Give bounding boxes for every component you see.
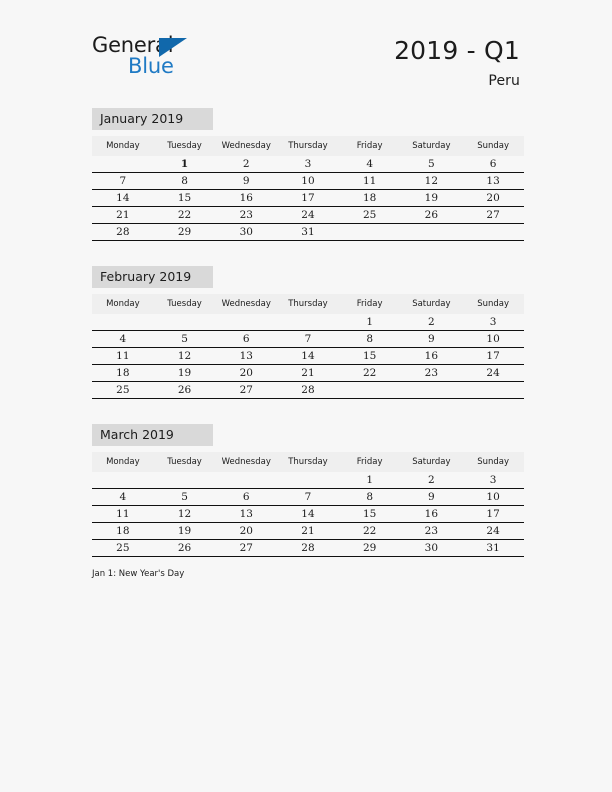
- day-cell[interactable]: 8: [339, 489, 401, 506]
- day-cell[interactable]: 23: [215, 207, 277, 224]
- day-cell-empty: [339, 382, 401, 399]
- day-cell[interactable]: 16: [215, 190, 277, 207]
- holiday-footnotes: [92, 568, 524, 580]
- day-cell-empty: [277, 472, 339, 489]
- title-block: [394, 36, 520, 90]
- weekday-header-wednesday: Wednesday: [215, 136, 277, 156]
- month-grid: [92, 294, 524, 399]
- month-block: [92, 108, 524, 241]
- day-cell[interactable]: 7: [92, 173, 154, 190]
- weekday-header-tuesday: Tuesday: [154, 452, 216, 472]
- week-row: [92, 173, 524, 190]
- general-blue-logo: [92, 33, 272, 83]
- day-cell[interactable]: 1: [339, 472, 401, 489]
- day-cell[interactable]: 19: [154, 523, 216, 540]
- weekday-header-friday: Friday: [339, 452, 401, 472]
- day-cell[interactable]: 11: [92, 348, 154, 365]
- day-cell[interactable]: 18: [339, 190, 401, 207]
- day-cell[interactable]: 4: [92, 331, 154, 348]
- day-cell[interactable]: 5: [154, 489, 216, 506]
- day-cell-empty: [277, 314, 339, 331]
- day-cell[interactable]: 25: [339, 207, 401, 224]
- weekday-header-wednesday: Wednesday: [215, 452, 277, 472]
- page-header: [0, 0, 612, 100]
- weekday-header-monday: Monday: [92, 452, 154, 472]
- day-cell[interactable]: 3: [462, 314, 524, 331]
- weekday-header-row: [92, 136, 524, 156]
- weekday-header-friday: Friday: [339, 294, 401, 314]
- day-cell[interactable]: 2: [401, 472, 463, 489]
- logo-text-blue: Blue: [128, 54, 174, 78]
- week-row: [92, 540, 524, 557]
- day-cell[interactable]: 15: [339, 348, 401, 365]
- weekday-header-monday: Monday: [92, 136, 154, 156]
- day-cell[interactable]: 24: [462, 365, 524, 382]
- day-cell[interactable]: 21: [277, 523, 339, 540]
- week-row: [92, 365, 524, 382]
- day-cell[interactable]: 30: [215, 224, 277, 241]
- day-cell[interactable]: 15: [154, 190, 216, 207]
- weekday-header-saturday: Saturday: [401, 294, 463, 314]
- weekday-header-saturday: Saturday: [401, 136, 463, 156]
- weekday-header-sunday: Sunday: [462, 452, 524, 472]
- day-cell[interactable]: 15: [339, 506, 401, 523]
- day-cell[interactable]: 11: [339, 173, 401, 190]
- day-cell[interactable]: 29: [339, 540, 401, 557]
- day-cell[interactable]: 7: [277, 489, 339, 506]
- day-cell[interactable]: 8: [339, 331, 401, 348]
- week-row: [92, 523, 524, 540]
- day-cell-empty: [92, 156, 154, 173]
- day-cell[interactable]: 9: [401, 489, 463, 506]
- page-title: 2019 - Q1: [394, 36, 520, 65]
- day-cell[interactable]: 11: [92, 506, 154, 523]
- day-cell[interactable]: 20: [215, 365, 277, 382]
- day-cell[interactable]: 12: [401, 173, 463, 190]
- day-cell-empty: [215, 314, 277, 331]
- day-cell[interactable]: 18: [92, 365, 154, 382]
- week-row: [92, 224, 524, 241]
- weekday-header-saturday: Saturday: [401, 452, 463, 472]
- day-cell[interactable]: 5: [401, 156, 463, 173]
- day-cell[interactable]: 21: [92, 207, 154, 224]
- day-cell[interactable]: 28: [92, 224, 154, 241]
- weekday-header-sunday: Sunday: [462, 136, 524, 156]
- day-cell[interactable]: 17: [462, 506, 524, 523]
- weekday-header-tuesday: Tuesday: [154, 136, 216, 156]
- day-cell[interactable]: 10: [462, 489, 524, 506]
- weekday-header-thursday: Thursday: [277, 294, 339, 314]
- day-cell[interactable]: 8: [154, 173, 216, 190]
- day-cell[interactable]: 10: [277, 173, 339, 190]
- day-cell[interactable]: 5: [154, 331, 216, 348]
- weekday-header-row: [92, 294, 524, 314]
- day-cell[interactable]: 6: [215, 489, 277, 506]
- day-cell-empty: [401, 382, 463, 399]
- weekday-header-sunday: Sunday: [462, 294, 524, 314]
- day-cell-empty: [462, 224, 524, 241]
- day-cell[interactable]: 2: [215, 156, 277, 173]
- weekday-header-thursday: Thursday: [277, 136, 339, 156]
- week-row: [92, 314, 524, 331]
- month-grid: [92, 452, 524, 557]
- month-grid: [92, 136, 524, 241]
- week-row: [92, 472, 524, 489]
- day-cell[interactable]: 27: [215, 540, 277, 557]
- day-cell[interactable]: 22: [339, 523, 401, 540]
- day-cell[interactable]: 16: [401, 506, 463, 523]
- weekday-header-wednesday: Wednesday: [215, 294, 277, 314]
- day-cell[interactable]: 9: [401, 331, 463, 348]
- day-cell[interactable]: 4: [339, 156, 401, 173]
- day-cell[interactable]: 22: [154, 207, 216, 224]
- day-cell[interactable]: 12: [154, 348, 216, 365]
- day-cell[interactable]: 20: [215, 523, 277, 540]
- day-cell[interactable]: 10: [462, 331, 524, 348]
- week-row: [92, 506, 524, 523]
- day-cell[interactable]: 23: [401, 523, 463, 540]
- weekday-header-row: [92, 452, 524, 472]
- day-cell[interactable]: 31: [277, 224, 339, 241]
- day-cell[interactable]: 9: [215, 173, 277, 190]
- week-row: [92, 156, 524, 173]
- day-cell-empty: [92, 472, 154, 489]
- day-cell-empty: [92, 314, 154, 331]
- month-title: March 2019: [92, 424, 213, 446]
- day-cell[interactable]: 26: [154, 382, 216, 399]
- month-block: [92, 424, 524, 557]
- day-cell[interactable]: 16: [401, 348, 463, 365]
- day-cell[interactable]: 23: [401, 365, 463, 382]
- day-cell[interactable]: 17: [462, 348, 524, 365]
- day-cell[interactable]: 13: [215, 348, 277, 365]
- day-cell[interactable]: 17: [277, 190, 339, 207]
- day-cell[interactable]: 20: [462, 190, 524, 207]
- day-cell[interactable]: 26: [154, 540, 216, 557]
- day-cell[interactable]: 3: [277, 156, 339, 173]
- week-row: [92, 331, 524, 348]
- day-cell[interactable]: 26: [401, 207, 463, 224]
- weekday-header-friday: Friday: [339, 136, 401, 156]
- page-subtitle-country: Peru: [488, 73, 520, 89]
- day-cell-empty: [154, 472, 216, 489]
- weekday-header-thursday: Thursday: [277, 452, 339, 472]
- day-cell[interactable]: 2: [401, 314, 463, 331]
- day-cell[interactable]: 22: [339, 365, 401, 382]
- month-title: January 2019: [92, 108, 213, 130]
- day-cell-empty: [401, 224, 463, 241]
- day-cell[interactable]: 4: [92, 489, 154, 506]
- day-cell[interactable]: 24: [462, 523, 524, 540]
- day-cell[interactable]: 1: [339, 314, 401, 331]
- day-cell-holiday[interactable]: 1: [154, 156, 216, 173]
- day-cell[interactable]: 14: [277, 348, 339, 365]
- day-cell[interactable]: 3: [462, 472, 524, 489]
- day-cell[interactable]: 13: [215, 506, 277, 523]
- day-cell[interactable]: 21: [277, 365, 339, 382]
- day-cell[interactable]: 28: [277, 382, 339, 399]
- day-cell[interactable]: 31: [462, 540, 524, 557]
- day-cell[interactable]: 12: [154, 506, 216, 523]
- day-cell-empty: [154, 314, 216, 331]
- day-cell[interactable]: 29: [154, 224, 216, 241]
- day-cell[interactable]: 14: [92, 190, 154, 207]
- weekday-header-tuesday: Tuesday: [154, 294, 216, 314]
- day-cell[interactable]: 7: [277, 331, 339, 348]
- week-row: [92, 489, 524, 506]
- week-row: [92, 382, 524, 399]
- day-cell[interactable]: 24: [277, 207, 339, 224]
- day-cell-empty: [462, 382, 524, 399]
- day-cell[interactable]: 13: [462, 173, 524, 190]
- week-row: [92, 190, 524, 207]
- holiday-footnote: Jan 1: New Year's Day: [92, 569, 185, 579]
- day-cell[interactable]: 18: [92, 523, 154, 540]
- week-row: [92, 348, 524, 365]
- day-cell[interactable]: 6: [215, 331, 277, 348]
- day-cell[interactable]: 19: [154, 365, 216, 382]
- week-row: [92, 207, 524, 224]
- day-cell[interactable]: 25: [92, 540, 154, 557]
- month-title: February 2019: [92, 266, 213, 288]
- day-cell[interactable]: 6: [462, 156, 524, 173]
- day-cell[interactable]: 30: [401, 540, 463, 557]
- day-cell[interactable]: 28: [277, 540, 339, 557]
- logo-text-general: General: [92, 33, 174, 57]
- day-cell-empty: [339, 224, 401, 241]
- day-cell[interactable]: 25: [92, 382, 154, 399]
- month-block: [92, 266, 524, 399]
- day-cell-empty: [215, 472, 277, 489]
- day-cell[interactable]: 27: [462, 207, 524, 224]
- day-cell[interactable]: 14: [277, 506, 339, 523]
- day-cell[interactable]: 19: [401, 190, 463, 207]
- calendar-months-container: [92, 108, 524, 582]
- day-cell[interactable]: 27: [215, 382, 277, 399]
- weekday-header-monday: Monday: [92, 294, 154, 314]
